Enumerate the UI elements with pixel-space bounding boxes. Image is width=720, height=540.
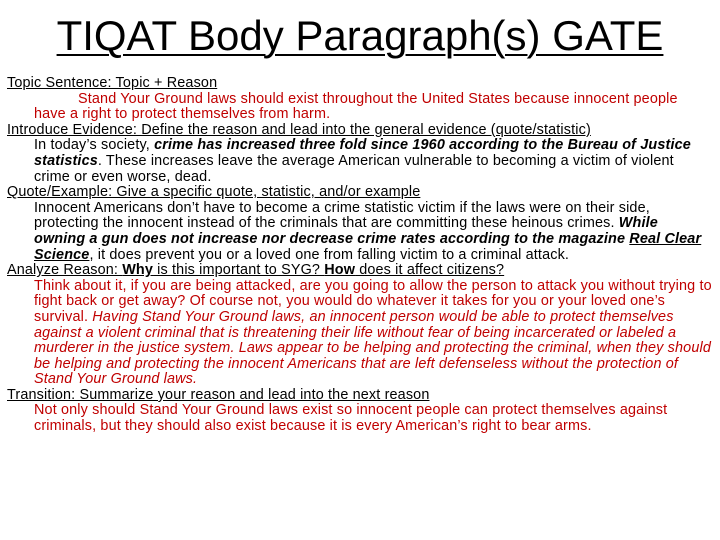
quote-example-text <box>7 201 715 263</box>
introduce-evidence-section <box>7 123 715 185</box>
quote-text-b: , it does prevent you or a loved one from falling victim to a criminal attack. <box>89 246 570 263</box>
analyze-italic-text: Having Stand Your Ground laws, an innocent person would be able to protect themselves against a violent criminal that is threatening their life without fear of being incarcerated or labeled a murderer in the justice system. Laws appear to be helping and protecting the criminal, when they should be helping and protecting the innocent Americans that are left defenseless without the protection of Stand Your Ground laws. <box>34 308 711 388</box>
document-body <box>7 76 715 435</box>
quote-example-heading: Quote/Example: Give a specific quote, statistic, and/or example <box>7 184 421 201</box>
transition-heading: Transition: Summarize your reason and lead into the next reason <box>7 386 430 403</box>
introduce-bold-statistic: crime has increased three fold since 1960 according to the Bureau of Justice statistics <box>34 137 691 169</box>
topic-sentence-text: Stand Your Ground laws should exist throughout the United States because innocent people have a right to protect themselves from harm. <box>34 90 678 123</box>
quote-bold-statement: While owning a gun does not increase nor decrease crime rates according to the magazine <box>34 215 658 247</box>
topic-sentence-section <box>7 76 715 123</box>
quote-example-section <box>7 185 715 263</box>
analyze-heading-c: does it affect citizens? <box>355 262 505 279</box>
analyze-reason-text <box>7 279 715 388</box>
analyze-heading-b: is this important to SYG? <box>153 262 325 279</box>
introduce-text-a: In today’s society, <box>34 137 155 154</box>
analyze-reason-section <box>7 263 715 388</box>
analyze-reason-heading <box>7 263 715 279</box>
introduce-text-b: . These increases leave the average American vulnerable to becoming a victim of violent crime or even worse, dead. <box>34 152 674 185</box>
analyze-heading-a: Analyze Reason: <box>7 262 123 279</box>
quote-text-a: Innocent Americans don’t have to become a crime statistic victim if the laws were on their side, protecting the innocent instead of the criminals that are committing these heinous crimes. <box>34 199 650 232</box>
introduce-evidence-text <box>7 138 715 185</box>
analyze-heading-why: Why <box>122 262 154 279</box>
introduce-evidence-heading: Introduce Evidence: Define the reason and lead into the general evidence (quote/statistic) <box>7 121 591 138</box>
quote-source-magazine: Real Clear Science <box>34 230 702 263</box>
page-title: TIQAT Body Paragraph(s) GATE <box>56 12 664 59</box>
transition-text: Not only should Stand Your Ground laws exist so innocent people can protect themselves against criminals, but they should also exist because it is every American’s right to bear arms. <box>34 402 668 435</box>
transition-section <box>7 388 715 435</box>
analyze-heading-how: How <box>324 262 356 279</box>
topic-sentence-heading: Topic Sentence: Topic + Reason <box>7 75 218 91</box>
analyze-text: Think about it, if you are being attacked, are you going to allow the person to attack you without trying to fight back or get away? Of course not, you would do whatever it takes for you or your loved one’s survival. <box>34 277 712 325</box>
